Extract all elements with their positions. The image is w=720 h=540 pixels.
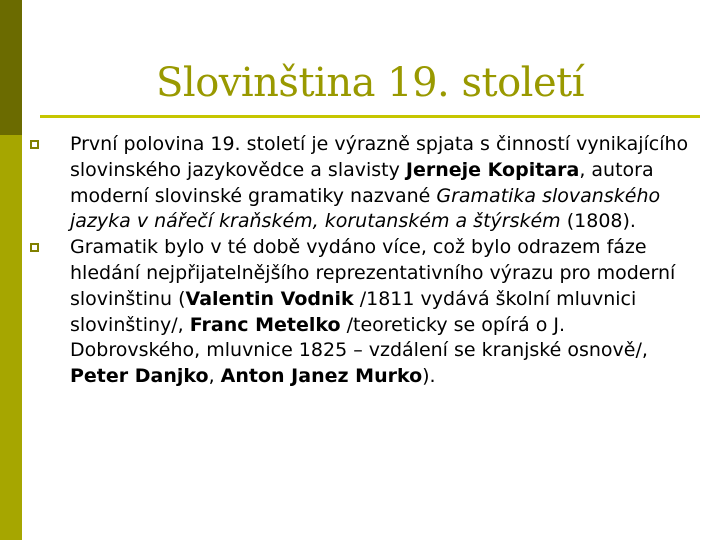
person-name: Anton Janez Murko <box>220 365 423 388</box>
person-name: Jerneje Kopitara <box>405 158 580 181</box>
person-name: Franc Metelko <box>189 313 341 336</box>
person-name: Peter Danjko <box>70 365 209 388</box>
bullet-text: První polovina 19. století je výrazně spjata s činností vynikajícího slovinského jazykovědce a slavisty <box>70 133 689 181</box>
bullet-item <box>70 235 700 390</box>
hollow-square-bullet-icon <box>30 243 39 252</box>
bullet-text: /teoreticky se opírá o J. Dobrovského, mluvnice 1825 – vzdálení se kranjské osnově/, <box>70 313 648 362</box>
bullet-text: ). <box>422 365 436 388</box>
bullet-text: (1808). <box>560 210 636 233</box>
bullet-text: , autora moderní slovinské gramatiky nazvané <box>70 158 654 207</box>
bullet-text: /1811 vydává školní mluvnici slovinštiny/, <box>70 287 637 336</box>
sidebar-light-band <box>0 135 22 540</box>
bullet-text: Gramatik bylo v té době vydáno více, což bylo odrazem fáze hledání nejpřijatelnějšího reprezentativního výrazu pro moderní slovinštinu ( <box>70 236 676 310</box>
slide-title: Slovinština 19. století <box>156 60 584 106</box>
person-name: Valentin Vodnik <box>185 287 354 310</box>
hollow-square-bullet-icon <box>30 140 39 149</box>
bullet-list <box>70 132 700 390</box>
work-title: Gramatika slovanského jazyka v nářečí kraňském, korutanském a štýrském <box>70 184 661 233</box>
title-underline <box>40 115 700 118</box>
bullet-item <box>70 132 700 235</box>
bullet-text: , <box>208 365 221 388</box>
sidebar-dark-band <box>0 0 22 135</box>
